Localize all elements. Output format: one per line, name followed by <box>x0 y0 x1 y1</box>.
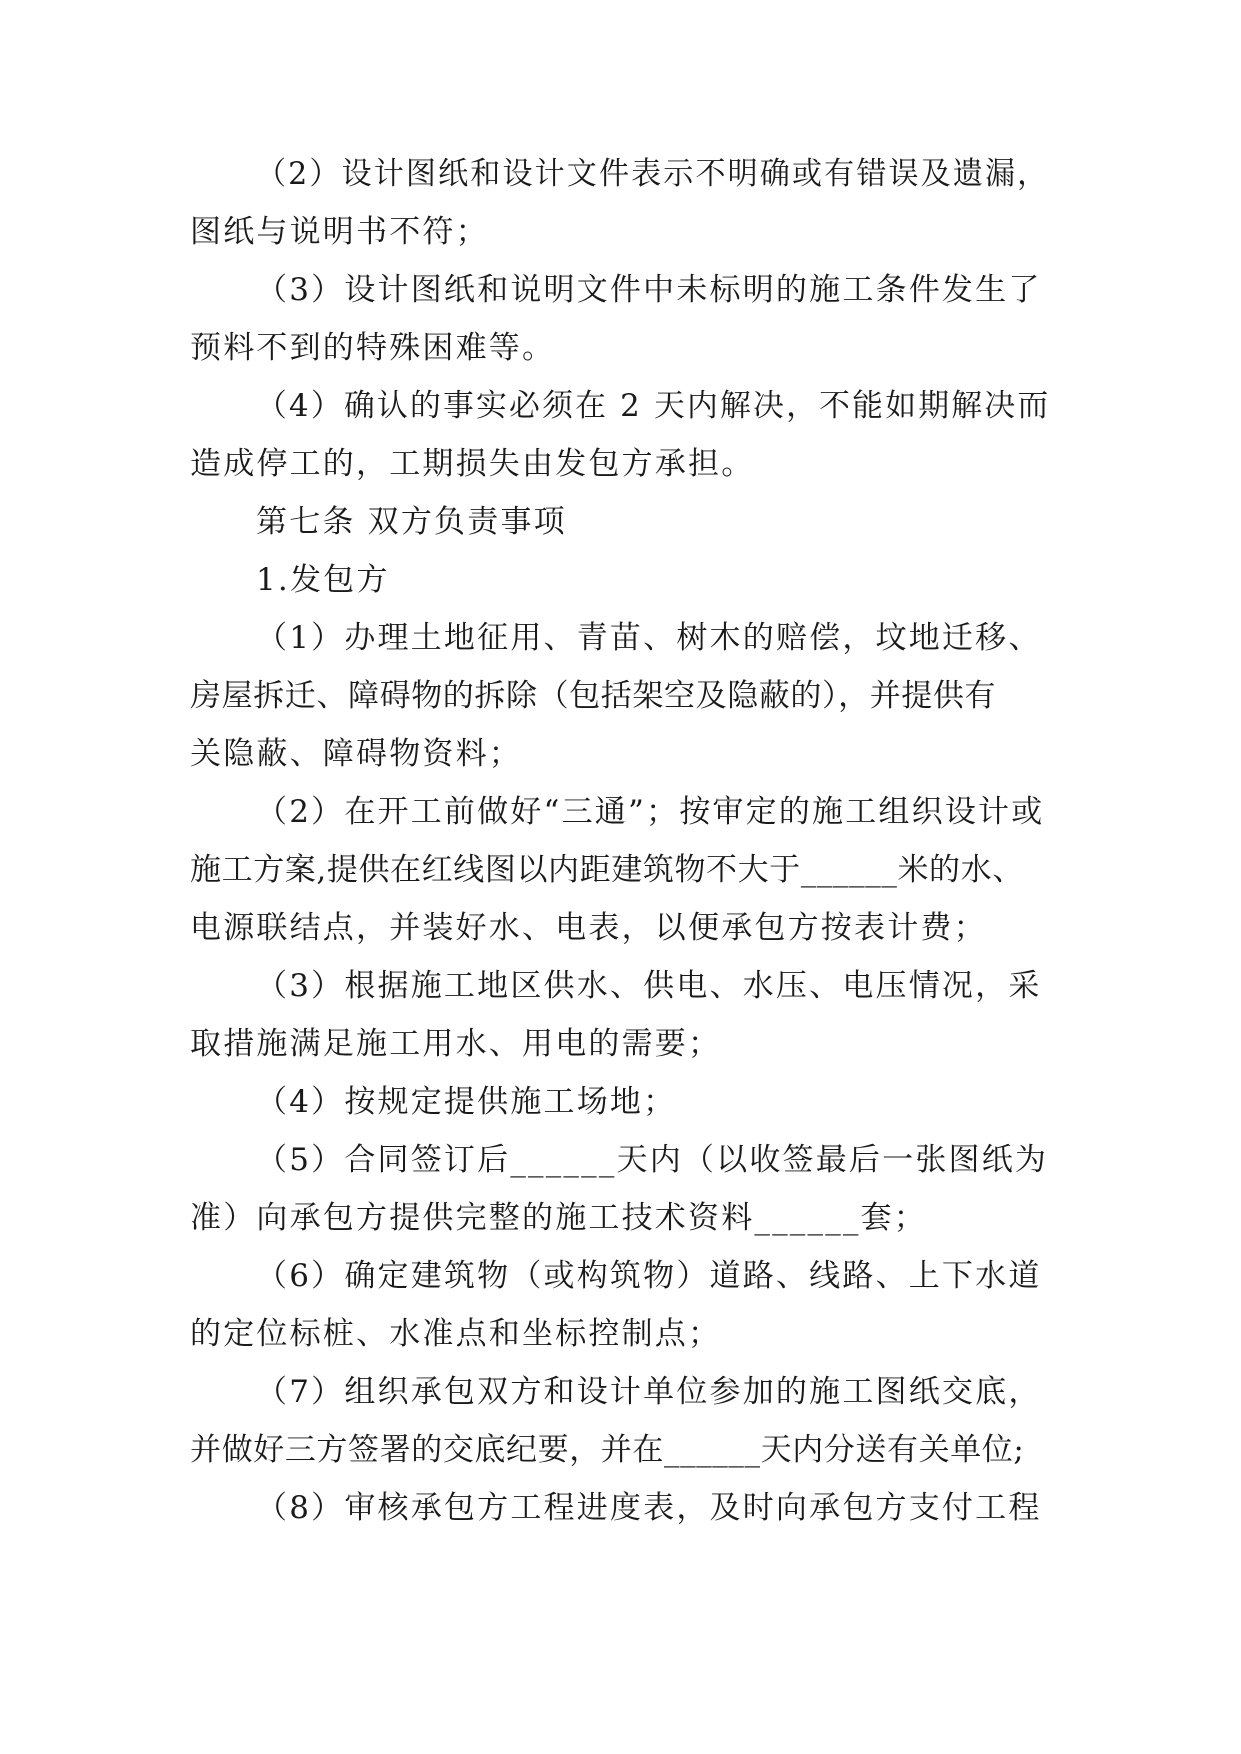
clause-6-item-2-line-1: （2）设计图纸和设计文件表示不明确或有错误及遗漏， <box>256 156 1050 192</box>
employer-item-3-line-2: 取措施满足施工用水、用电的需要； <box>190 1026 722 1062</box>
employer-item-5-line-1: （5）合同签订后______天内（以收签最后一张图纸为 <box>256 1142 1049 1178</box>
employer-item-2-line-2: 施工方案,提供在红线图以内距建筑物不大于______米的水、 <box>190 852 1024 888</box>
employer-item-6-line-1: （6）确定建筑物（或构筑物）道路、线路、上下水道 <box>256 1258 1042 1294</box>
clause-6-item-3-line-1: （3）设计图纸和说明文件中未标明的施工条件发生了 <box>256 272 1042 308</box>
employer-item-4-line-1: （4）按规定提供施工场地； <box>256 1084 677 1120</box>
section-1-heading: 1.发包方 <box>256 562 390 598</box>
employer-item-8-line-1: （8）审核承包方工程进度表，及时向承包方支付工程 <box>256 1490 1042 1526</box>
clause-6-item-4-line-1: （4）确认的事实必须在 2 天内解决，不能如期解决而 <box>256 388 1051 424</box>
clause-6-item-3-line-2: 预料不到的特殊困难等。 <box>190 330 556 366</box>
employer-item-7-line-1: （7）组织承包双方和设计单位参加的施工图纸交底， <box>256 1374 1042 1410</box>
employer-item-1-line-1: （1）办理土地征用、青苗、树木的赔偿，坟地迁移、 <box>256 620 1042 656</box>
employer-item-6-line-2: 的定位标桩、水准点和坐标控制点； <box>190 1316 722 1352</box>
clause-6-item-2-line-2: 图纸与说明书不符； <box>190 214 489 250</box>
employer-item-2-line-1: （2）在开工前做好“三通”；按审定的施工组织设计或 <box>256 794 1045 830</box>
clause-7-heading: 第七条 双方负责事项 <box>256 504 567 540</box>
employer-item-7-line-2: 并做好三方签署的交底纪要，并在______天内分送有关单位; <box>190 1432 1025 1468</box>
employer-item-2-line-3: 电源联结点，并装好水、电表，以便承包方按表计费； <box>190 910 987 946</box>
employer-item-1-line-2: 房屋拆迁、障碍物的拆除（包括架空及隐蔽的），并提供有 <box>190 678 997 714</box>
clause-6-item-4-line-2: 造成停工的，工期损失由发包方承担。 <box>190 446 755 482</box>
employer-item-3-line-1: （3）根据施工地区供水、供电、水压、电压情况，采 <box>256 968 1042 1004</box>
employer-item-1-line-3: 关隐蔽、障碍物资料； <box>190 736 522 772</box>
employer-item-5-line-2: 准）向承包方提供完整的施工技术资料______套； <box>190 1200 927 1236</box>
